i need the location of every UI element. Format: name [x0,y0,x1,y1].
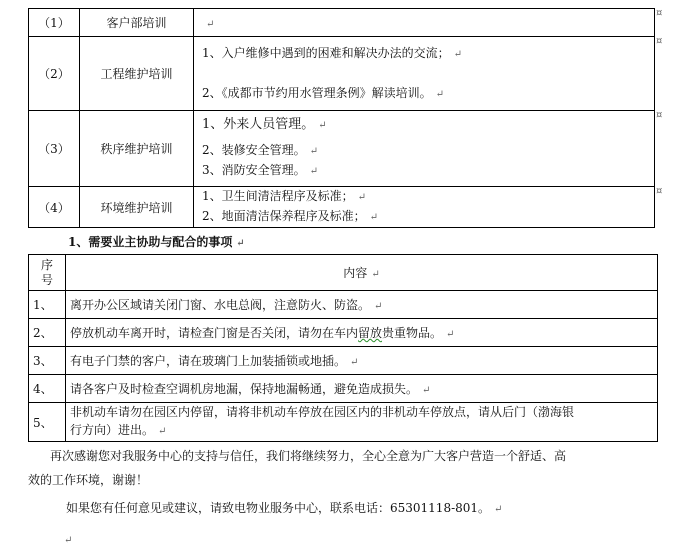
paragraph-mark-icon: ↵ [206,18,215,30]
row-content: 停放机动车离开时，请检查门窗是否关闭，请勿在车内留放贵重物品。 ↵ [66,319,658,347]
row-content: 非机动车请勿在园区内停留，请将非机动车停放在园区内的非机动车停放点，请从后门（渤海银 行方向）进出。 ↵ [66,403,658,442]
paragraph-mark-icon: ↵ [64,535,73,546]
row-content: 请各客户及时检查空调机房地漏，保持地漏畅通，避免造成损失。 ↵ [66,375,658,403]
paragraph-mark-icon: ↵ [158,426,167,437]
row-number: 3、 [29,347,66,375]
training-item: 1、外来人员管理。 [202,117,315,132]
paragraph-mark-icon: ↵ [369,212,379,223]
paragraph-mark-icon: ↵ [236,238,245,249]
row-number: （4） [29,187,80,228]
training-item: 2、地面清洁保养程序及标准； [202,209,366,223]
closing-line-1: 再次感谢您对我服务中心的支持与信任，我们将继续努力，全心全意为广大客户营造一个舒适、高 [50,449,567,463]
paragraph-mark-icon: ↵ [374,301,383,312]
paragraph-mark-icon: ↵ [494,504,503,515]
grammar-flagged-text: 留放 [358,326,383,340]
row-number: （3） [29,111,80,187]
row-number: 2、 [29,319,66,347]
paragraph-mark-icon: ↵ [357,192,367,203]
training-row [29,111,655,187]
training-items [194,111,655,187]
row-end-mark-icon: ¤ [656,36,663,47]
paragraph-mark-icon: ↵ [371,269,380,280]
contact-paragraph: 如果您有任何意见或建议，请致电物业服务中心，联系电话：65301118-801。 ↵ [66,501,503,515]
row-end-mark-icon: ¤ [656,8,663,19]
training-row [29,37,655,111]
paragraph-mark-icon: ↵ [453,48,463,60]
training-items [194,37,655,111]
table-row [29,403,658,442]
closing-line-2: 效的工作环境，谢谢！ [28,473,149,487]
table-row [29,319,658,347]
training-items [194,9,655,37]
paragraph-mark-icon: ↵ [309,146,319,157]
training-name: 客户部培训 [80,9,194,37]
section-heading: 1、需要业主协助与配合的事项 ↵ [68,235,245,249]
row-number: （2） [29,37,80,111]
row-content: 离开办公区域请关闭门窗、水电总阀，注意防火、防盗。 ↵ [66,291,658,319]
row-number: （1） [29,9,80,37]
column-header-number: 序 号 [29,255,66,291]
paragraph-mark-icon: ↵ [435,88,445,100]
table-row [29,375,658,403]
row-number: 5、 [29,403,66,442]
column-header-content: 内容 ↵ [66,255,658,291]
training-item: 2、《成都市节约用水管理条例》解读培训。 [202,85,432,100]
row-number: 1、 [29,291,66,319]
training-name: 秩序维护培训 [80,111,194,187]
row-number: 4、 [29,375,66,403]
training-item: 3、消防安全管理。 [202,163,306,177]
paragraph-mark-icon: ↵ [309,166,319,177]
paragraph-mark-icon: ↵ [318,120,327,131]
training-item: 2、装修安全管理。 [202,143,306,157]
paragraph-mark-icon: ↵ [446,329,455,340]
paragraph-mark-icon: ↵ [350,357,359,368]
training-row [29,187,655,228]
row-end-mark-icon: ¤ [656,186,663,197]
row-content: 有电子门禁的客户，请在玻璃门上加装插锁或地插。 ↵ [66,347,658,375]
training-row [29,9,655,37]
empty-paragraph [60,528,72,552]
training-item: 1、入户维修中遇到的困难和解决办法的交流； [202,45,450,60]
training-table [28,8,655,228]
table-header-row [29,255,658,291]
cooperation-table [28,254,658,442]
paragraph-mark-icon: ↵ [422,385,431,396]
table-row [29,347,658,375]
training-name: 工程维护培训 [80,37,194,111]
training-name: 环境维护培训 [80,187,194,228]
table-row [29,291,658,319]
row-end-mark-icon: ¤ [656,110,663,121]
training-items [194,187,655,228]
training-item: 1、卫生间清洁程序及标准； [202,189,354,203]
